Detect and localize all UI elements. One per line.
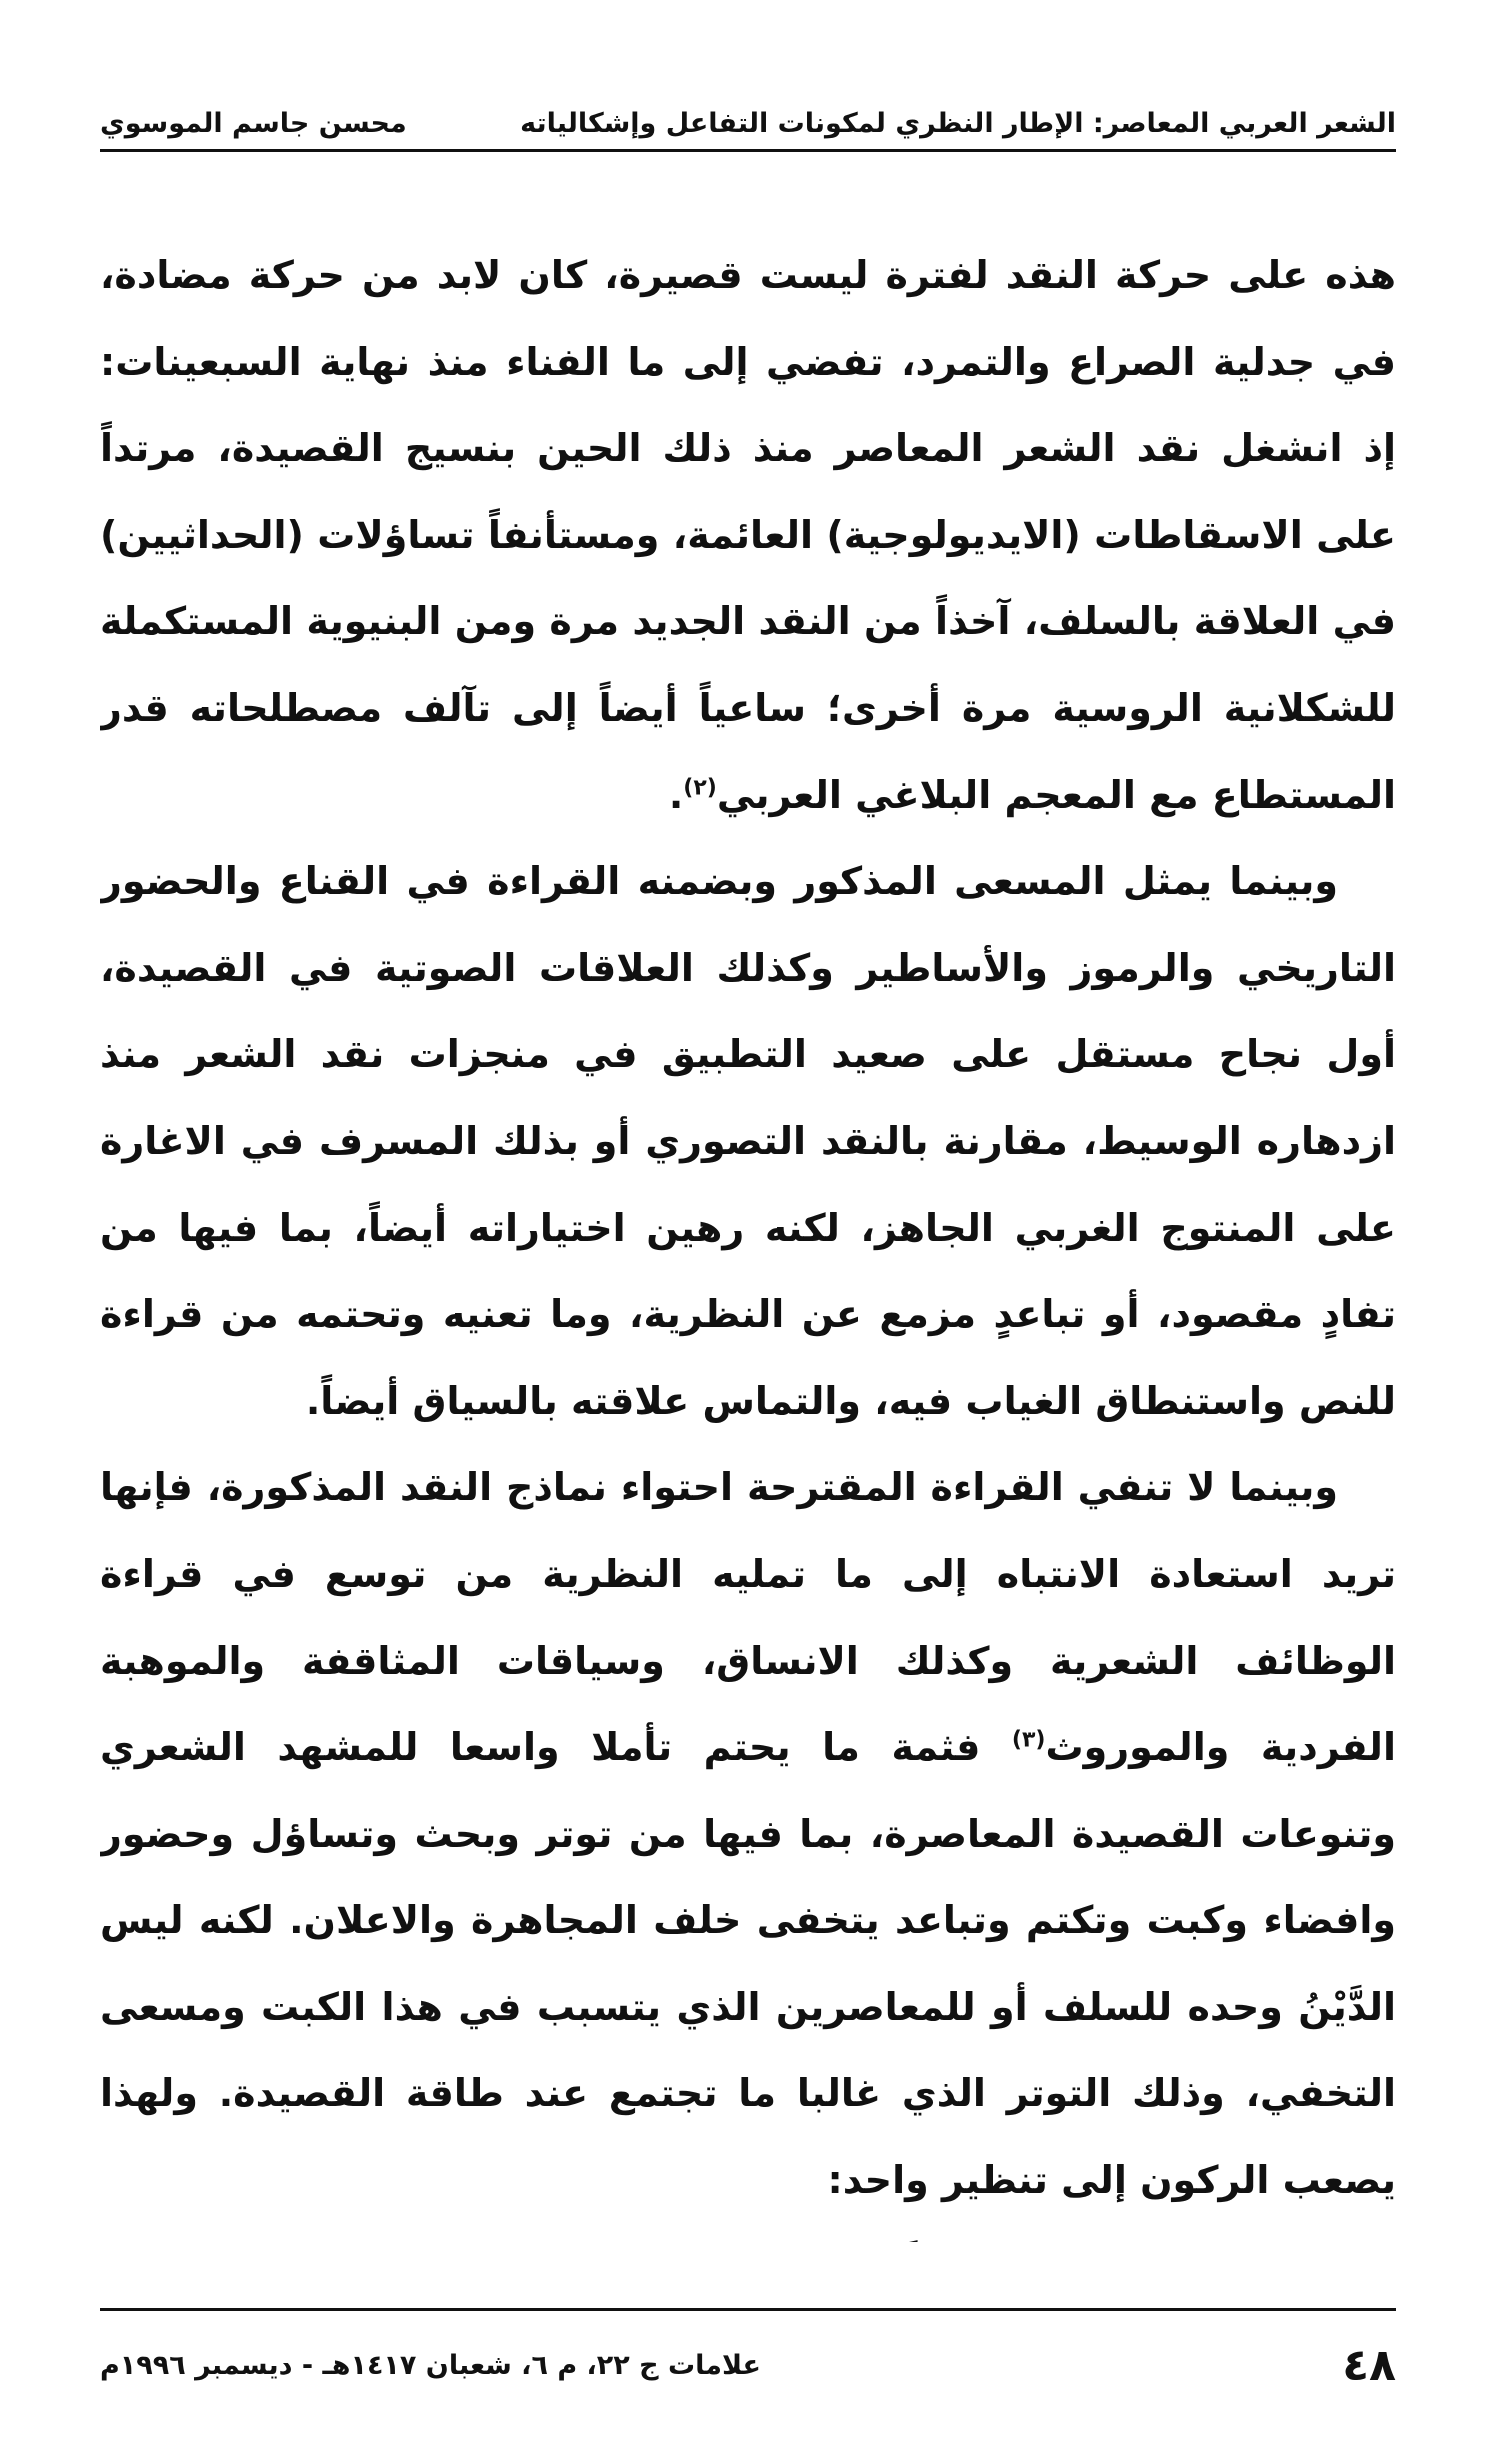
paragraph-1 <box>100 232 1396 838</box>
article-title: الشعر العربي المعاصر: الإطار النظري لمكونات التفاعل وإشكالياته <box>520 108 1396 139</box>
paragraph-4 <box>100 2224 1396 2242</box>
footnote-ref-3: (٣) <box>1011 1727 1046 1753</box>
paragraph-2 <box>100 838 1396 1444</box>
journal-citation: علامات ج ٢٢، م ٦، شعبان ١٤١٧هـ - ديسمبر ١٩٩٦م <box>100 2349 761 2381</box>
paragraph-text: هذه على حركة النقد لفترة ليست قصيرة، كان لابد من حركة مضادة، في جدلية الصراع والتمرد، تفضي إلى ما الفناء منذ نهاية السبعينات: إذ انشغل نقد الشعر المعاصر منذ ذلك الحين بنسيج القصيدة، مرتداً على الاسقاطات (الايديولوجية) العائمة، ومستأنفاً تساؤلات (الحداثيين) في العلاقة بالسلف، آخذاً من النقد الجديد مرة ومن البنيوية المستكملة للشكلانية الروسية مرة أخرى؛ ساعياً أيضاً إلى تآلف مصطلحاته قدر المستطاع مع المعجم البلاغي العربي <box>100 253 1396 817</box>
paragraph-text: وبينما يمثل المسعى المذكور وبضمنه القراءة في القناع والحضور التاريخي والرموز والأساطير وكذلك العلاقات الصوتية في القصيدة، أول نجاح مستقل على صعيد التطبيق في منجزات نقد الشعر منذ ازدهاره الوسيط، مقارنة بالنقد التصوري أو بذلك المسرف في الاغارة على المنتوج الغربي الجاهز، لكنه رهين اختياراته أيضاً، بما فيها من تفادٍ مقصود، أو تباعدٍ مزمع عن النظرية، وما تعنيه وتحتمه من قراءة للنص واستنطاق الغياب فيه، والتماس علاقته بالسياق أيضاً. <box>100 859 1396 1423</box>
paragraph-text: . <box>668 772 684 817</box>
paragraph-3 <box>100 1444 1396 2223</box>
footnote-ref-2: (٢) <box>683 774 717 800</box>
paragraph-text: فثمة ما يحتم تأملا واسعا للمشهد الشعري وتنوعات القصيدة المعاصرة، بما فيها من توتر وبحث وتساؤل وحضور وافضاء وكبت وتكتم وتباعد يتخفى خلف المجاهرة والاعلان. لكنه ليس الدَّيْنُ وحده للسلف أو للمعاصرين الذي يتسبب في هذا الكبت ومسعى التخفي، وذلك التوتر الذي غالبا ما تجتمع عند طاقة القصيدة. ولهذا يصعب الركون إلى تنظير واحد: <box>100 1725 1396 2203</box>
author-name: محسن جاسم الموسوي <box>100 108 407 139</box>
body-text <box>100 232 1396 2242</box>
page-number: ٤٨ <box>1342 2339 1396 2391</box>
running-header <box>100 92 1396 152</box>
footer-divider <box>100 2308 1396 2311</box>
running-footer <box>100 2330 1396 2400</box>
paragraph-text: وبينما لا تنفي القراءة المقترحة احتواء نماذج النقد المذكورة، فإنها تريد استعادة الانتباه إلى ما تمليه النظرية من توسع في قراءة الوظائف الشعرية وكذلك الانساق، وسياقات المثاقفة والموهبة الفردية والموروث <box>100 1465 1396 1770</box>
